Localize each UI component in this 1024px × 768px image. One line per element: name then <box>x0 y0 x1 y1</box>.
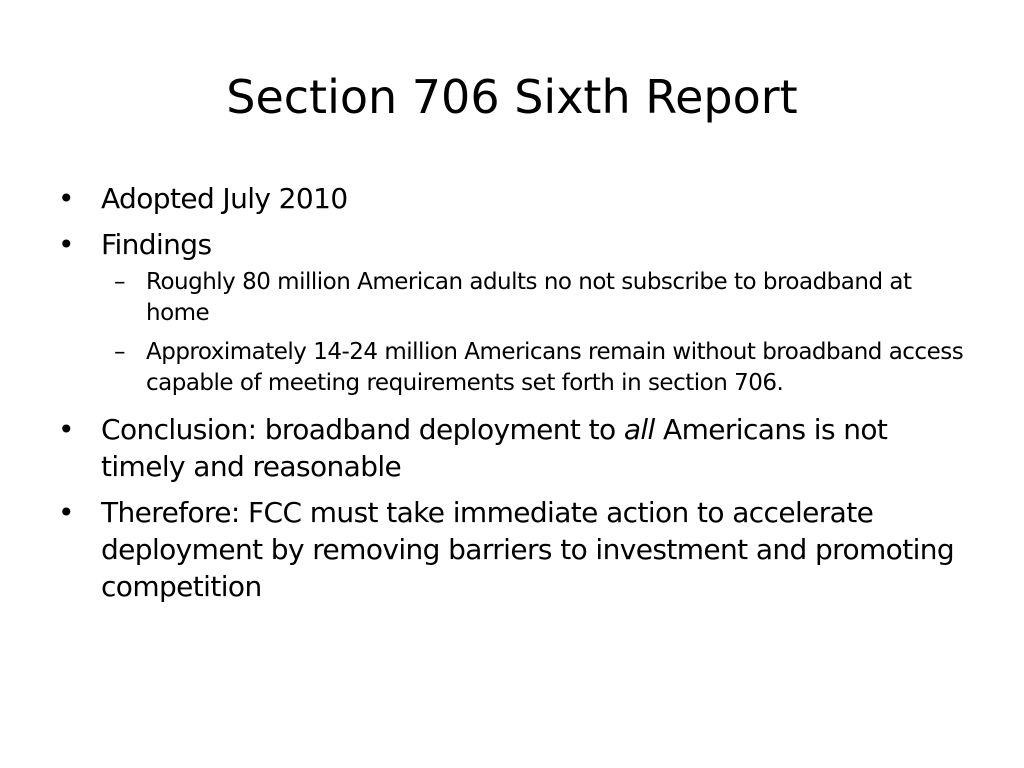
conclusion-emphasis: all <box>623 413 655 446</box>
bullet-item-conclusion <box>58 411 978 485</box>
sub-item-text: Roughly 80 million American adults no not subscribe to broadband at home <box>146 269 912 326</box>
bullet-item-therefore <box>58 494 978 605</box>
bullet-text: Findings <box>101 228 212 261</box>
sub-item-text: Approximately 14-24 million Americans remain without broadband access capable of meeting requirements set forth in section 706. <box>146 339 964 396</box>
bullet-text <box>101 413 887 483</box>
bullet-text: Therefore: FCC must take immediate action to accelerate deployment by removing barriers to investment and promoting competition <box>101 496 955 603</box>
sub-item-without-access <box>58 337 978 399</box>
bullet-item-adopted <box>58 180 978 217</box>
bullet-item-findings <box>58 226 978 263</box>
slide-title: Section 706 Sixth Report <box>226 70 798 124</box>
conclusion-text-after: Americans is not timely and reasonable <box>101 413 888 483</box>
bullet-icon: • <box>58 182 74 215</box>
bullet-icon: • <box>58 496 74 529</box>
dash-icon: – <box>114 339 125 365</box>
dash-icon: – <box>114 269 125 295</box>
bullet-icon: • <box>58 413 74 446</box>
conclusion-text-before: Conclusion: broadband deployment to <box>101 413 624 446</box>
bullet-list <box>58 180 978 614</box>
sub-item-subscribe <box>58 267 978 329</box>
bullet-icon: • <box>58 228 74 261</box>
bullet-text: Adopted July 2010 <box>101 182 348 215</box>
